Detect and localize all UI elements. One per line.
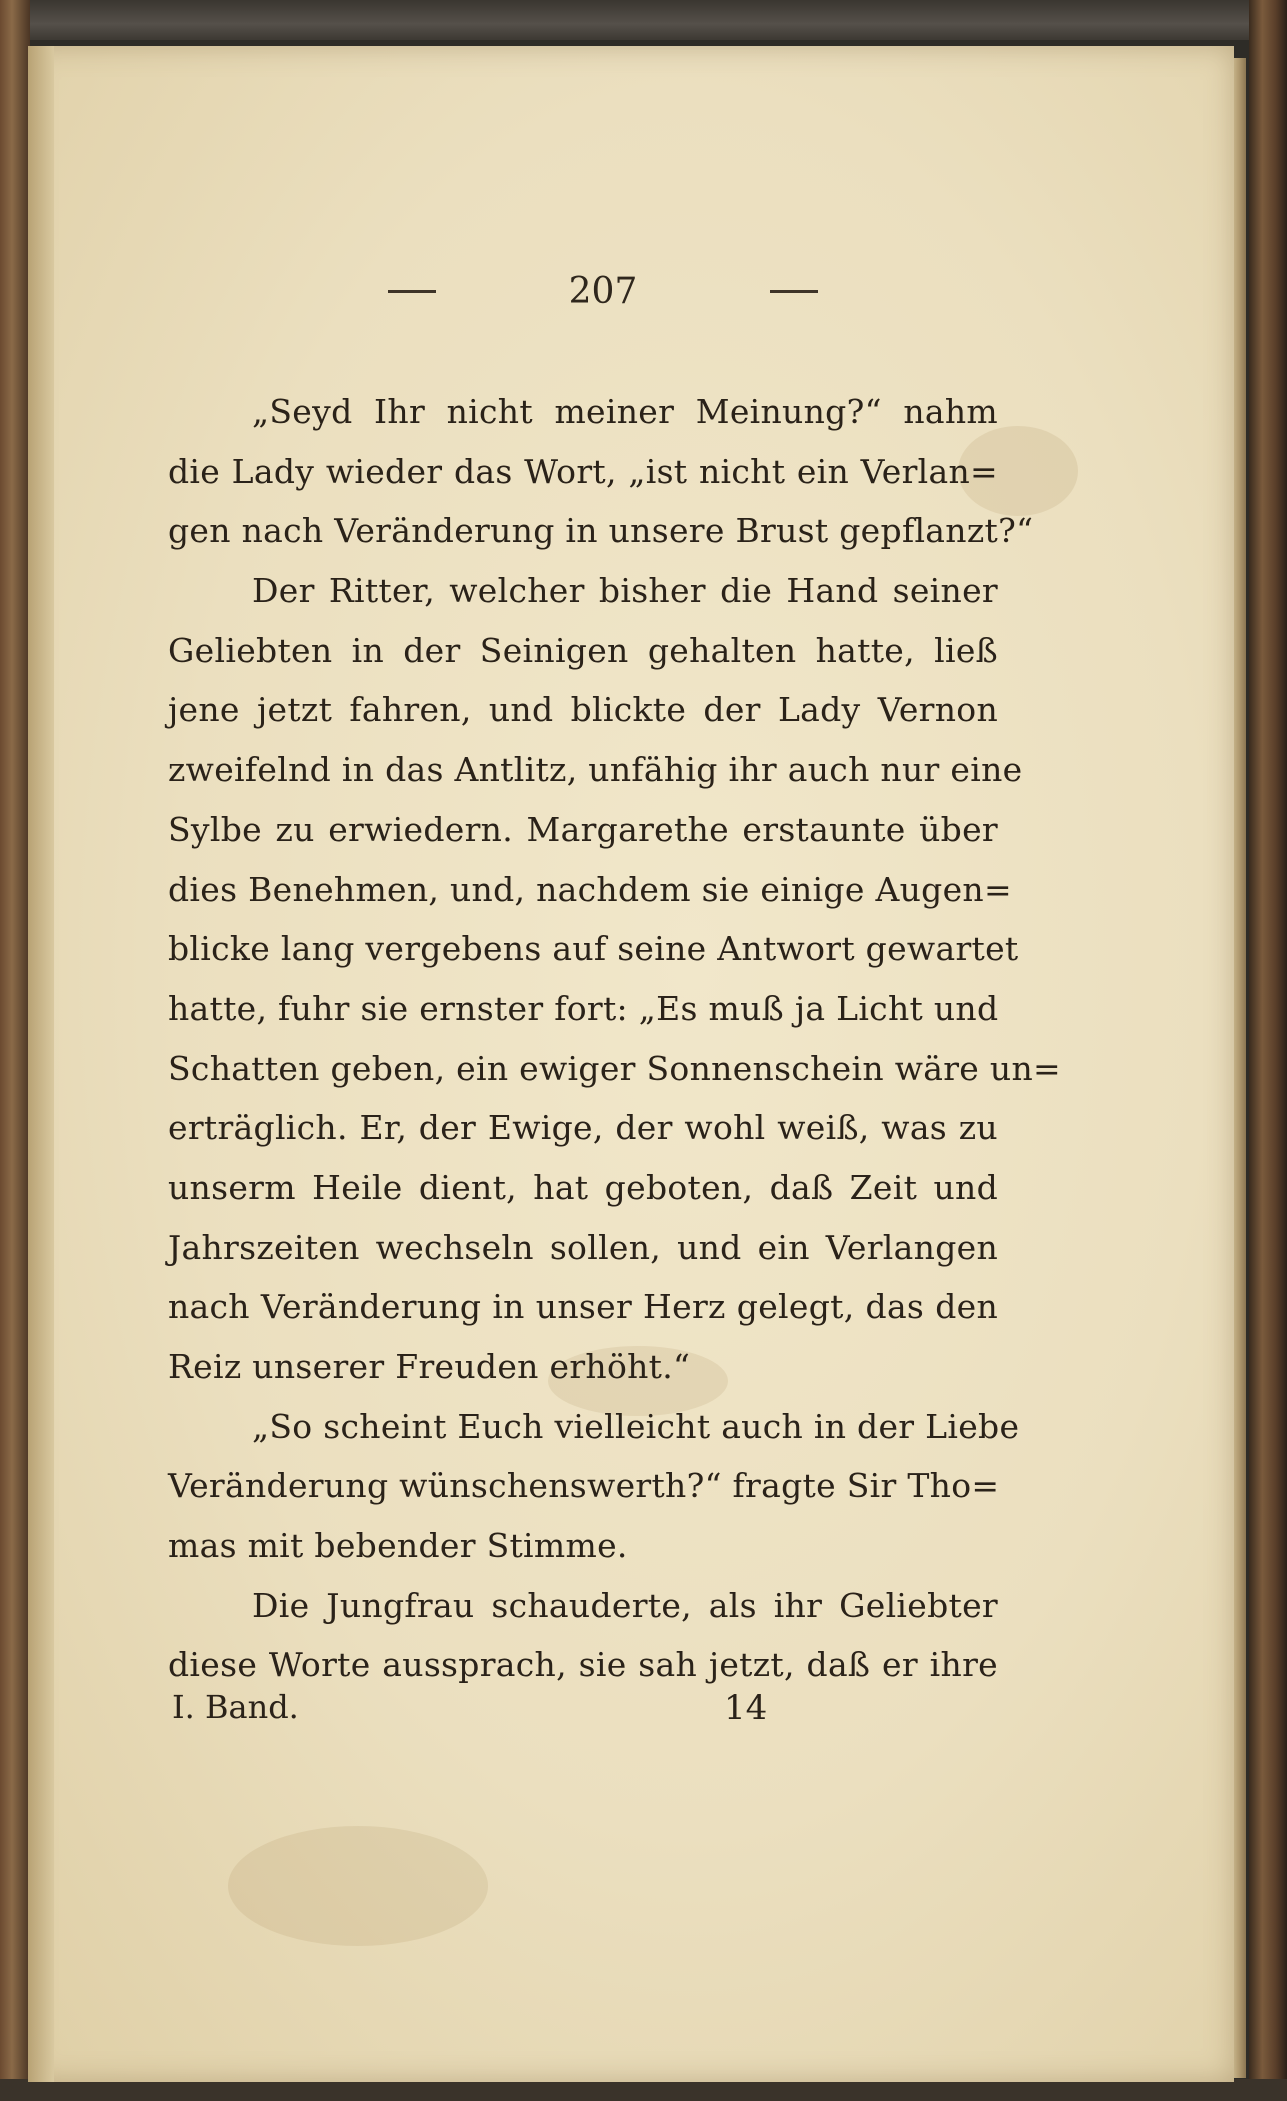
book-cover-top: [0, 0, 1287, 40]
text-line: „So scheint Euch vielleicht auch in der Liebe: [252, 1406, 1020, 1446]
book-cover-left: [0, 0, 30, 2101]
page-number: 207: [568, 270, 638, 312]
text-line: gen nach Veränderung in unsere Brust gepflanzt?“: [168, 511, 1034, 551]
text-line: Der Ritter, welcher bisher die Hand seiner: [252, 571, 998, 611]
body-text: [168, 382, 1061, 1685]
header-dash-left: [388, 290, 436, 293]
text-line: Veränderung wünschenswerth?“ fragte Sir Tho=: [168, 1466, 1000, 1506]
text-line: unserm Heile dient, hat geboten, daß Zeit und: [168, 1167, 998, 1207]
text-line: Reiz unserer Freuden erhöht.“: [168, 1347, 691, 1386]
book-cover-bottom: [0, 2079, 1287, 2101]
text-line: Geliebten in der Seinigen gehalten hatte, ließ: [168, 630, 998, 670]
book-page: [28, 46, 1234, 2082]
text-line: blicke lang vergebens auf seine Antwort gewartet: [168, 929, 1019, 969]
text-line: dies Benehmen, und, nachdem sie einige Augen=: [168, 869, 1012, 909]
text-line: hatte, fuhr sie ernster fort: „Es muß ja Licht und: [168, 988, 999, 1028]
text-line: Jahrszeiten wechseln sollen, und ein Verlangen: [168, 1227, 998, 1267]
text-line: Die Jungfrau schauderte, als ihr Geliebter: [252, 1585, 998, 1625]
page-header: [388, 246, 818, 336]
sheet-number: 14: [724, 1688, 768, 1728]
page-gutter: [28, 46, 54, 2082]
signature-mark: I. Band.: [172, 1688, 299, 1726]
text-line: die Lady wieder das Wort, „ist nicht ein Verlan=: [168, 451, 998, 491]
text-line: nach Veränderung in unser Herz gelegt, das den: [168, 1287, 998, 1327]
text-line: diese Worte aussprach, sie sah jetzt, daß er ihre: [168, 1645, 998, 1685]
text-line: Sylbe zu erwiedern. Margarethe erstaunte über: [168, 809, 998, 849]
text-line: erträglich. Er, der Ewige, der wohl weiß, was zu: [168, 1108, 998, 1148]
page-edges: [1232, 58, 1246, 2078]
text-line: jene jetzt fahren, und blickte der Lady Vernon: [168, 690, 998, 730]
text-line: Schatten geben, ein ewiger Sonnenschein wäre un=: [168, 1048, 1061, 1088]
text-line: zweifelnd in das Antlitz, unfähig ihr auch nur eine: [168, 750, 1023, 790]
text-line: „Seyd Ihr nicht meiner Meinung?“ nahm: [252, 392, 998, 431]
book-cover-right: [1249, 0, 1287, 2101]
foxing-stain: [228, 1826, 488, 1946]
header-dash-right: [770, 290, 818, 293]
text-line: mas mit bebender Stimme.: [168, 1526, 628, 1566]
